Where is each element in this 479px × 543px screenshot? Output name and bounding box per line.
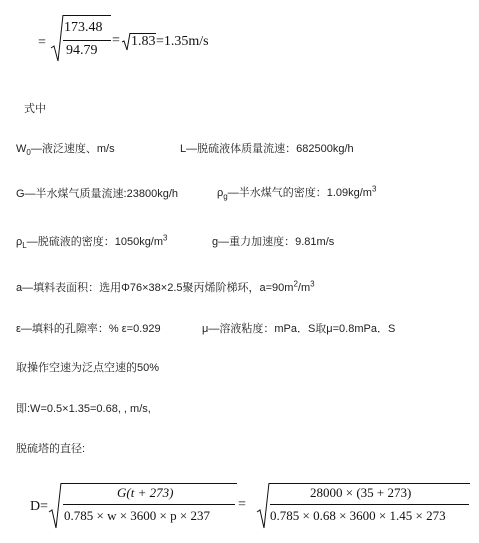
sqrt-overbar-right	[269, 483, 470, 484]
sqrt-sign-large	[50, 14, 64, 64]
where-heading: 式中	[24, 103, 46, 115]
rho-g-symbol: ρ	[217, 187, 224, 199]
equals-sign: =	[38, 35, 46, 50]
numerator-left: G(t + 273)	[117, 485, 174, 500]
denominator-left: 0.785 × w × 3600 × p × 237	[64, 508, 210, 523]
rho-g-superscript: 3	[371, 184, 377, 194]
rho-L-description: —脱硫液的密度：1050kg/m	[26, 236, 164, 248]
sqrt-value: 1.83	[131, 34, 156, 49]
diameter-lhs: D=	[30, 499, 49, 514]
equals-sign-2: =	[112, 33, 120, 48]
rho-g-description: —半水煤气的密度：1.09kg/m	[227, 187, 372, 199]
rho-L-symbol: ρ	[16, 236, 23, 248]
def-epsilon: ε—填料的孔隙率：% ε=0.929	[16, 323, 161, 335]
sqrt-overbar	[63, 15, 111, 16]
operation-text: 取操作空速为泛点空速的50%	[16, 362, 160, 374]
w0-subscript: 0	[26, 148, 31, 158]
fraction-bar	[63, 40, 111, 41]
def-a	[16, 279, 315, 295]
w0-description: —液泛速度、m/s	[30, 143, 115, 155]
fraction-bar-left	[63, 504, 235, 505]
rho-g-subscript: g	[223, 192, 228, 202]
def-rho-L	[16, 233, 167, 249]
a-superscript-1: 2	[293, 279, 298, 289]
def-G: G—半水煤气质量流速:23800kg/h	[16, 188, 178, 200]
def-mu: μ—溶液粘度：mPa．S取μ=0.8mPa．S	[202, 323, 396, 335]
sqrt-overbar-left	[61, 483, 237, 484]
formula-result: =1.35m/s	[156, 34, 209, 49]
def-rho-g	[217, 184, 376, 200]
a-superscript-2: 3	[310, 279, 315, 289]
w-calculation: 即:W=0.5×1.35=0.68, , m/s,	[16, 403, 151, 415]
sqrt-sign-right	[256, 482, 270, 530]
fraction-numerator: 173.48	[64, 20, 103, 35]
def-L: L—脱硫液体质量流速：682500kg/h	[180, 143, 354, 155]
equals-sign-diameter: =	[238, 497, 246, 512]
fraction-denominator: 94.79	[66, 43, 98, 58]
denominator-right: 0.785 × 0.68 × 3600 × 1.45 × 273	[270, 508, 446, 523]
numerator-right: 28000 × (35 + 273)	[310, 485, 412, 500]
diameter-heading: 脱硫塔的直径:	[16, 443, 86, 455]
def-w0	[16, 140, 115, 156]
fraction-bar-right	[270, 504, 469, 505]
a-unit-mid: /m	[297, 282, 311, 294]
sqrt-sign-left	[48, 482, 62, 530]
w0-symbol: W	[16, 143, 27, 155]
a-description: a—填料表面积：选用Φ76×38×2.5聚丙烯阶梯环，a=90m	[16, 282, 294, 294]
rho-L-superscript: 3	[163, 233, 168, 243]
def-g: g—重力加速度：9.81m/s	[212, 236, 335, 248]
sqrt-sign-small	[121, 32, 131, 52]
rho-L-subscript: L	[22, 241, 27, 251]
